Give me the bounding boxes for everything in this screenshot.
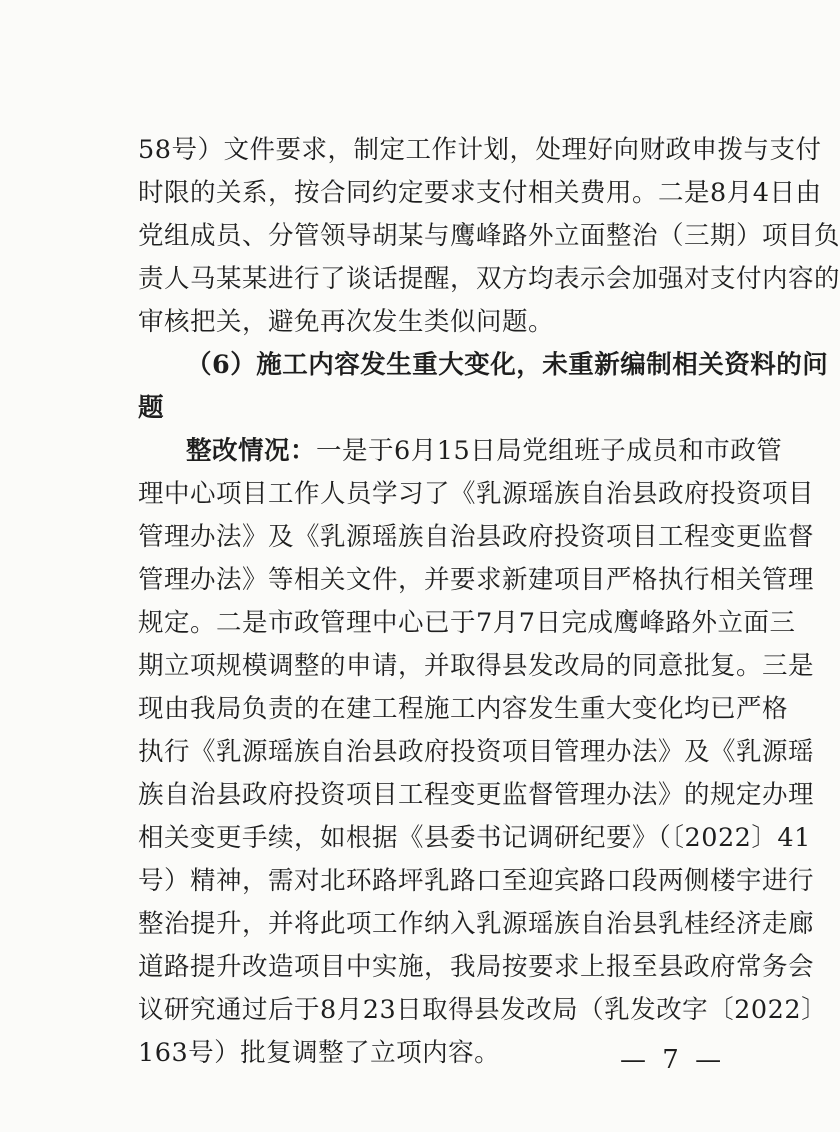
paragraph-line: 整治提升，并将此项工作纳入乳源瑶族自治县乳桂经济走廊 [138,909,815,939]
paragraph-line: 号）精神，需对北环路坪乳路口至迎宾路口段两侧楼宇进行 [138,866,815,896]
paragraph-line: 理中心项目工作人员学习了《乳源瑶族自治县政府投资项目 [138,479,815,509]
paragraph-line: 议研究通过后于8月23日取得县发改局（乳发改字〔2022〕 [138,995,828,1025]
section-heading-line: （6）施工内容发生重大变化，未重新编制相关资料的问 [186,350,829,380]
section-heading-line: 题 [138,393,165,423]
paragraph-line-text: 一是于6月15日局党组班子成员和市政管 [316,436,783,466]
paragraph-line: 管理办法》等相关文件，并要求新建项目严格执行相关管理 [138,565,815,595]
paragraph-line: 时限的关系，按合同约定要求支付相关费用。二是8月4日由 [138,178,822,208]
paragraph-line: 现由我局负责的在建工程施工内容发生重大变化均已严格 [138,694,789,724]
paragraph-line: 期立项规模调整的申请，并取得县发改局的同意批复。三是 [138,651,815,681]
page-number: — 7 — [620,1045,726,1075]
paragraph-line: 审核把关，避免再次发生类似问题。 [138,307,555,337]
paragraph-line: 责人马某某进行了谈话提醒，双方均表示会加强对支付内容的 [138,264,840,294]
paragraph-line: 道路提升改造项目中实施，我局按要求上报至县政府常务会 [138,952,815,982]
paragraph-line: 相关变更手续，如根据《县委书记调研纪要》（〔2022〕41 [138,823,811,853]
paragraph-line: 规定。二是市政管理中心已于7月7日完成鹰峰路外立面三 [138,608,796,638]
paragraph-line: 管理办法》及《乳源瑶族自治县政府投资项目工程变更监督 [138,522,815,552]
paragraph-first-line [186,431,783,471]
paragraph-line: 163号）批复调整了立项内容。 [138,1038,501,1068]
paragraph-line: 族自治县政府投资项目工程变更监督管理办法》的规定办理 [138,780,815,810]
paragraph-line: 党组成员、分管领导胡某与鹰峰路外立面整治（三期）项目负 [138,221,840,251]
rectification-label: 整改情况： [186,436,317,466]
paragraph-line: 58号）文件要求，制定工作计划，处理好向财政申拨与支付 [138,135,822,165]
paragraph-line: 执行《乳源瑶族自治县政府投资项目管理办法》及《乳源瑶 [138,737,815,767]
